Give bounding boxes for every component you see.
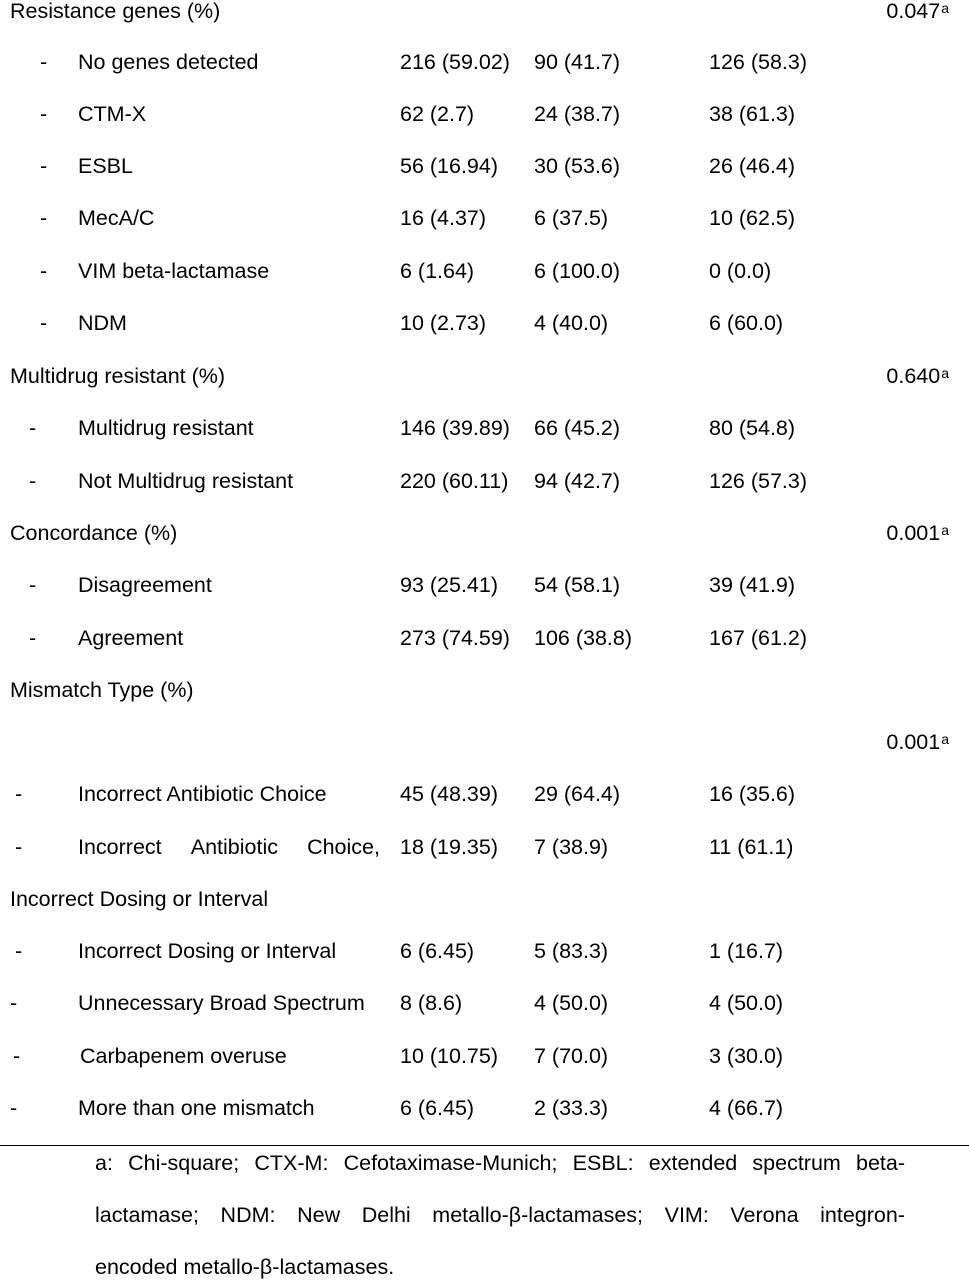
cell-total: 45 (48.39) [400,782,499,806]
cell-group-b: 11 (61.1) [709,835,794,859]
cell-group-a: 30 (53.6) [534,154,621,178]
table-row: - Multidrug resistant 146 (39.89) 66 (45.2) 80 (54.8) [0,413,969,443]
cell-total: 18 (19.35) [400,835,499,859]
cell-total: 6 (1.64) [400,259,475,283]
cell-group-b: 16 (35.6) [709,782,796,806]
cell-group-b: 4 (50.0) [709,991,784,1015]
cell-group-b: 3 (30.0) [709,1044,784,1068]
footnote-line: a: Chi-square; CTX-M: Cefotaximase-Munich; ESBL: extended spectrum beta- [95,1151,905,1175]
cell-group-b: 1 (16.7) [709,939,784,963]
table-row-continuation [0,884,969,914]
section-title: Multidrug resistant (%) [10,364,226,388]
row-label: Incorrect Antibiotic Choice [78,782,327,806]
cell-total: 16 (4.37) [400,206,487,230]
table-row: - Incorrect Antibiotic Choice 45 (48.39) 29 (64.4) 16 (35.6) [0,779,969,809]
section-header-concordance [0,518,969,548]
cell-group-a: 24 (38.7) [534,102,621,126]
row-label: NDM [78,311,127,335]
row-label: Carbapenem overuse [80,1044,287,1068]
cell-group-b: 0 (0.0) [709,259,772,283]
table-row: - More than one mismatch 6 (6.45) 2 (33.3) 4 (66.7) [0,1093,969,1123]
table-row: - MecA/C 16 (4.37) 6 (37.5) 10 (62.5) [0,203,969,233]
cell-group-a: 6 (100.0) [534,259,621,283]
table-row: - Not Multidrug resistant 220 (60.11) 94 (42.7) 126 (57.3) [0,466,969,496]
cell-group-b: 38 (61.3) [709,102,796,126]
p-value: 0.047$^a$ [886,0,949,23]
table-row: - Carbapenem overuse 10 (10.75) 7 (70.0) 3 (30.0) [0,1041,969,1071]
cell-group-b: 26 (46.4) [709,154,796,178]
row-label: Incorrect Antibiotic Choice, [78,835,380,859]
cell-total: 216 (59.02) [400,50,510,74]
cell-group-a: 2 (33.3) [534,1096,609,1120]
table-row: - No genes detected 216 (59.02) 90 (41.7) 126 (58.3) [0,47,969,77]
cell-total: 10 (10.75) [400,1044,499,1068]
cell-total: 56 (16.94) [400,154,499,178]
row-label: Incorrect Dosing or Interval [78,939,337,963]
cell-group-b: 167 (61.2) [709,626,808,650]
cell-group-b: 80 (54.8) [709,416,796,440]
row-label: VIM beta-lactamase [78,259,270,283]
table-row: - Agreement 273 (74.59) 106 (38.8) 167 (61.2) [0,623,969,653]
cell-total: 93 (25.41) [400,573,499,597]
cell-group-b: 6 (60.0) [709,311,784,335]
row-label-continuation: Incorrect Dosing or Interval [10,887,269,911]
cell-group-a: 66 (45.2) [534,416,621,440]
footnote-line: lactamase; NDM: New Delhi metallo-β-lactamases; VIM: Verona integron- [95,1203,905,1227]
row-label: ESBL [78,154,133,178]
row-label: Unnecessary Broad Spectrum [78,991,365,1015]
cell-total: 10 (2.73) [400,311,487,335]
table-row: - Disagreement 93 (25.41) 54 (58.1) 39 (41.9) [0,570,969,600]
table-row: - Incorrect Antibiotic Choice, 18 (19.35) 7 (38.9) 11 (61.1) [0,832,969,862]
mismatch-p-value-row [0,727,969,757]
section-header-multidrug-resistant [0,361,969,391]
cell-group-a: 6 (37.5) [534,206,609,230]
cell-group-b: 4 (66.7) [709,1096,784,1120]
cell-group-a: 106 (38.8) [534,626,633,650]
cell-total: 6 (6.45) [400,1096,475,1120]
cell-group-a: 54 (58.1) [534,573,621,597]
cell-group-a: 7 (38.9) [534,835,609,859]
cell-total: 8 (8.6) [400,991,463,1015]
cell-group-b: 39 (41.9) [709,573,796,597]
table-row: - VIM beta-lactamase 6 (1.64) 6 (100.0) 0 (0.0) [0,256,969,286]
row-label: Disagreement [78,573,212,597]
cell-group-b: 126 (58.3) [709,50,808,74]
table-bottom-rule [0,1145,969,1146]
cell-total: 220 (60.11) [400,469,509,493]
section-header-resistance-genes [0,0,969,26]
cell-group-a: 4 (50.0) [534,991,609,1015]
row-label: Multidrug resistant [78,416,254,440]
table-row: - NDM 10 (2.73) 4 (40.0) 6 (60.0) [0,308,969,338]
row-label: No genes detected [78,50,259,74]
row-label: Agreement [78,626,184,650]
cell-group-a: 94 (42.7) [534,469,621,493]
row-label: More than one mismatch [78,1096,315,1120]
p-value: 0.001$^a$ [886,521,949,545]
cell-group-a: 4 (40.0) [534,311,609,335]
table-row: - CTM-X 62 (2.7) 24 (38.7) 38 (61.3) [0,99,969,129]
cell-group-b: 10 (62.5) [709,206,796,230]
cell-group-a: 29 (64.4) [534,782,621,806]
cell-group-a: 5 (83.3) [534,939,609,963]
p-value: 0.001$^a$ [886,730,949,754]
table-row: - ESBL 56 (16.94) 30 (53.6) 26 (46.4) [0,151,969,181]
section-title: Concordance (%) [10,521,178,545]
row-label: MecA/C [78,206,155,230]
section-title: Resistance genes (%) [10,0,221,23]
cell-group-b: 126 (57.3) [709,469,808,493]
cell-total: 146 (39.89) [400,416,510,440]
section-title: Mismatch Type (%) [10,678,194,702]
footnote-line: encoded metallo-β-lactamases. [95,1255,395,1279]
row-label: Not Multidrug resistant [78,469,294,493]
cell-group-a: 7 (70.0) [534,1044,609,1068]
cell-total: 62 (2.7) [400,102,475,126]
cell-group-a: 90 (41.7) [534,50,621,74]
row-label: CTM-X [78,102,147,126]
section-header-mismatch-type [0,675,969,705]
p-value: 0.640$^a$ [886,364,949,388]
table-row: - Unnecessary Broad Spectrum 8 (8.6) 4 (50.0) 4 (50.0) [0,988,969,1018]
cell-total: 273 (74.59) [400,626,510,650]
cell-total: 6 (6.45) [400,939,475,963]
table-row: - Incorrect Dosing or Interval 6 (6.45) 5 (83.3) 1 (16.7) [0,936,969,966]
